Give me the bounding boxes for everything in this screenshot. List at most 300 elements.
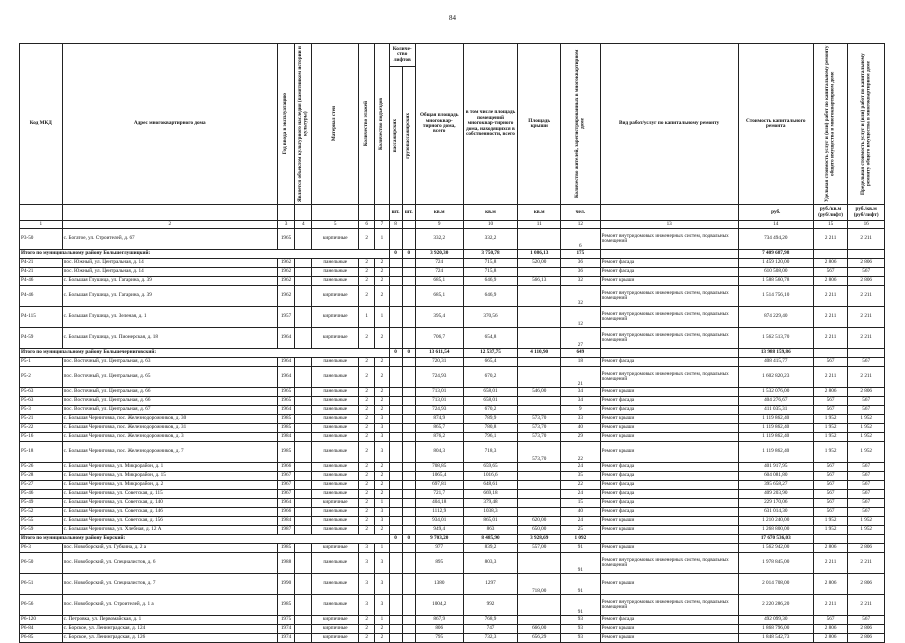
capital-repair-table [19, 43, 885, 643]
table-cell: 2 [375, 625, 389, 634]
table-cell: 2 806 [813, 634, 848, 643]
subtotal-cell: 0 [402, 535, 415, 544]
table-cell [402, 481, 415, 490]
subtotal-cell [600, 535, 738, 544]
table-row [20, 490, 885, 499]
table-cell [518, 463, 561, 472]
table-cell [389, 472, 402, 481]
table-cell [389, 517, 402, 526]
table-cell [389, 415, 402, 424]
table-cell: панельные [312, 442, 359, 463]
table-row [20, 517, 885, 526]
subtotal-cell: 0 [389, 250, 402, 259]
table-cell: 567 [848, 358, 885, 367]
table-cell: 1 [375, 307, 389, 328]
table-cell: 734 494,20 [738, 229, 813, 250]
table-cell: 1 952 [813, 517, 848, 526]
table-cell: 2 [375, 388, 389, 397]
column-number: 8 [389, 221, 402, 229]
table-cell: пос. Южный, ул. Центральная, д. 14 [62, 259, 277, 268]
table-cell: Ремонт крыши [600, 526, 738, 535]
table-cell: 2 [359, 433, 375, 442]
table-cell: 1016,6 [463, 472, 518, 481]
table-cell [389, 367, 402, 388]
table-row [20, 397, 885, 406]
table-cell: Ремонт фасада [600, 268, 738, 277]
table-row [20, 595, 885, 616]
table-cell [389, 397, 402, 406]
subtotal-cell: 17 670 536,03 [738, 535, 813, 544]
table-cell: 1 210 240,00 [738, 517, 813, 526]
table-cell: с. Большая Черниговка, пос. Железнодорожников, д. 31 [62, 424, 277, 433]
table-cell: панельные [312, 259, 359, 268]
table-cell: 567 [813, 508, 848, 517]
table-cell [402, 574, 415, 595]
table-cell: Р5-49 [20, 499, 63, 508]
table-cell: Р5-59 [20, 526, 63, 535]
table-cell: 567 [813, 481, 848, 490]
table-cell: 2 [359, 388, 375, 397]
table-row [20, 328, 885, 349]
table-cell [389, 544, 402, 553]
table-cell: 708,85 [415, 463, 463, 472]
table-cell: 229 170,06 [738, 499, 813, 508]
subtotal-cell [600, 250, 738, 259]
table-cell [389, 268, 402, 277]
table-cell: панельные [312, 406, 359, 415]
header-total-area: Общая площадь многоквар-тирного дома, всего [415, 44, 463, 205]
table-row [20, 625, 885, 634]
table-cell: пос. Новоборский, ул. Губкина, д. 2 а [62, 544, 277, 553]
table-cell: 610 508,00 [738, 268, 813, 277]
table-cell [402, 595, 415, 616]
table-cell: Ремонт крыши [600, 277, 738, 286]
table-cell: пос. Южный, ул. Центральная, д. 14 [62, 268, 277, 277]
table-cell: 796,1 [463, 433, 518, 442]
table-cell: с. Большая Черниговка, ул. Микрорайон, д. 1 [62, 463, 277, 472]
table-cell: 567 [848, 268, 885, 277]
table-cell: 1962 [277, 277, 294, 286]
table-cell: 1966 [277, 508, 294, 517]
table-cell: 865,7 [415, 424, 463, 433]
table-cell: 949,4 [415, 526, 463, 535]
table-cell: панельные [312, 388, 359, 397]
table-cell: 1 532 076,00 [738, 388, 813, 397]
column-number: 1 [20, 221, 63, 229]
table-cell: панельные [312, 424, 359, 433]
table-row [20, 499, 885, 508]
table-cell: 992 [463, 595, 518, 616]
subtotal-cell: 175 [561, 250, 601, 259]
table-row [20, 424, 885, 433]
table-cell [389, 526, 402, 535]
table-cell: 32 [561, 277, 601, 286]
table-cell: 3 [375, 595, 389, 616]
table-cell [402, 259, 415, 268]
table-cell: Р6-56 [20, 595, 63, 616]
table-cell: 1 562 513,70 [738, 328, 813, 349]
table-cell: с. Большая Черниговка, пос. Железнодорожников, д. 7 [62, 442, 277, 463]
table-cell: 2 [359, 508, 375, 517]
table-cell: пос. Новоборский, ул. Строителей, д. 1 а [62, 595, 277, 616]
column-number: 15 [813, 221, 848, 229]
table-cell: панельные [312, 517, 359, 526]
table-cell: 2 [375, 397, 389, 406]
subtotal-row [20, 250, 885, 259]
table-cell: 2 [375, 526, 389, 535]
table-cell: 1985 [277, 544, 294, 553]
table-cell: 12 [561, 307, 601, 328]
table-cell: 91 [561, 544, 601, 553]
table-cell: 1 848 542,73 [738, 634, 813, 643]
table-cell: 557,00 [518, 544, 561, 553]
table-cell: с. Большая Черниговка, пос. Железнодорожников, д. 3 [62, 433, 277, 442]
table-cell: 3 [375, 574, 389, 595]
table-cell: 1004,2 [415, 595, 463, 616]
page-number: 84 [449, 14, 456, 22]
table-cell [402, 616, 415, 625]
table-cell: 332,2 [415, 229, 463, 250]
table-cell: 2 [359, 277, 375, 286]
header-heritage: Является объектом культурного наследия (памятником истории и культуры) [296, 46, 309, 202]
table-cell: 631 014,30 [738, 508, 813, 517]
table-cell: Р5-21 [20, 415, 63, 424]
table-cell [389, 358, 402, 367]
table-cell: Ремонт внутридомовых инженерных систем, подвальных помещений [600, 328, 738, 349]
table-cell: 1 588 560,78 [738, 277, 813, 286]
header-lifts-pass: пассажирских [391, 118, 398, 153]
table-cell: 2 [375, 490, 389, 499]
table-cell: Ремонт фасада [600, 397, 738, 406]
table-cell: 3 [359, 595, 375, 616]
table-cell: Р6-84 [20, 625, 63, 634]
table-cell: 2 [375, 367, 389, 388]
table-cell: 1 119 862,40 [738, 442, 813, 463]
table-cell: панельные [312, 268, 359, 277]
table-cell [518, 553, 561, 574]
table-cell: 806 [415, 625, 463, 634]
table-cell: 2 211 [813, 286, 848, 307]
table-cell: 6 [561, 229, 601, 250]
table-cell: 1 952 [848, 433, 885, 442]
table-cell: панельные [312, 481, 359, 490]
table-cell [295, 472, 312, 481]
table-cell: с. Большая Черниговка, ул. Советская, д. 140 [62, 499, 277, 508]
table-cell: 795 [415, 634, 463, 643]
table-cell: 36 [561, 268, 601, 277]
table-cell: 3 [359, 574, 375, 595]
table-cell: 2 211 [848, 595, 885, 616]
subtotal-cell: 9 703,20 [415, 535, 463, 544]
table-cell: 492 099,30 [738, 616, 813, 625]
table-cell: 670,2 [463, 406, 518, 415]
subtotal-cell: 12 537,75 [463, 349, 518, 358]
table-cell: 567 [848, 472, 885, 481]
table-cell: 2 [375, 358, 389, 367]
table-cell [295, 574, 312, 595]
table-cell: 2 [359, 517, 375, 526]
table-cell [295, 424, 312, 433]
table-cell: Р5-18 [20, 442, 63, 463]
table-cell [402, 526, 415, 535]
table-cell: Ремонт фасада [600, 499, 738, 508]
table-cell: 91 [561, 553, 601, 574]
table-cell: 2 806 [813, 259, 848, 268]
table-cell: 567 [813, 397, 848, 406]
table-cell [402, 286, 415, 307]
table-cell [389, 406, 402, 415]
table-cell: 1967 [277, 481, 294, 490]
table-cell: Р6-120 [20, 616, 63, 625]
table-row [20, 358, 885, 367]
table-cell: 567 [813, 358, 848, 367]
table-cell: 1 952 [813, 442, 848, 463]
table-cell: 2 [359, 397, 375, 406]
table-cell: Р5-3 [20, 406, 63, 415]
table-cell: 2 [359, 472, 375, 481]
table-cell: 1990 [277, 574, 294, 595]
table-cell: 332,2 [463, 229, 518, 250]
table-cell: кирпичные [312, 307, 359, 328]
table-cell [389, 595, 402, 616]
table-cell: 567 [813, 406, 848, 415]
table-cell: 780,8 [463, 424, 518, 433]
table-cell: Ремонт фасада [600, 616, 738, 625]
table-cell [402, 442, 415, 463]
table-cell [295, 508, 312, 517]
table-cell: 379,48 [463, 499, 518, 508]
table-cell: 520,00 [518, 259, 561, 268]
table-cell: 2 211 [848, 286, 885, 307]
table-cell: Р5-55 [20, 517, 63, 526]
table-row [20, 574, 885, 595]
table-cell [402, 625, 415, 634]
table-cell [402, 544, 415, 553]
table-cell: 15 [561, 499, 601, 508]
table-cell: 1964 [277, 406, 294, 415]
table-cell: Ремонт фасада [600, 481, 738, 490]
table-cell [295, 553, 312, 574]
table-cell [389, 625, 402, 634]
table-cell: 1964 [277, 499, 294, 508]
table-row [20, 406, 885, 415]
subtotal-cell: 649 [561, 349, 601, 358]
table-cell: 567 [848, 499, 885, 508]
table-cell: Р5-27 [20, 481, 63, 490]
table-cell [389, 553, 402, 574]
table-cell: Р5-28 [20, 472, 63, 481]
table-cell [389, 388, 402, 397]
table-cell: 721,7 [415, 490, 463, 499]
table-cell: 567 [848, 490, 885, 499]
table-cell [402, 415, 415, 424]
table-cell: 2 211 [848, 367, 885, 388]
table-cell: с. Борское, ул. Ленинградская, д. 126 [62, 634, 277, 643]
table-cell: Р4-59 [20, 328, 63, 349]
table-cell: 685,1 [415, 286, 463, 307]
table-cell: 40 [561, 424, 601, 433]
table-cell [402, 268, 415, 277]
table-cell [295, 490, 312, 499]
table-cell: 1 952 [813, 526, 848, 535]
table-cell [402, 277, 415, 286]
table-cell: 1 952 [848, 517, 885, 526]
table-cell: 2 [375, 406, 389, 415]
table-cell: 2 [359, 625, 375, 634]
table-row [20, 388, 885, 397]
table-cell [518, 397, 561, 406]
table-cell: 1985 [277, 595, 294, 616]
table-cell: 1988 [277, 553, 294, 574]
table-cell: панельные [312, 526, 359, 535]
table-cell: 1038,3 [463, 508, 518, 517]
table-cell [295, 397, 312, 406]
table-cell [389, 307, 402, 328]
table-row [20, 433, 885, 442]
table-cell: 2 [359, 367, 375, 388]
table-cell: кирпичные [312, 229, 359, 250]
table-cell [295, 616, 312, 625]
table-cell: 863 [463, 526, 518, 535]
table-cell: пос. Восточный, ул. Центральная, д. 66 [62, 388, 277, 397]
table-cell: 370,56 [463, 307, 518, 328]
table-cell: 1964 [277, 328, 294, 349]
table-cell: 2 [359, 490, 375, 499]
table-cell: 977 [415, 544, 463, 553]
subtotal-cell [848, 535, 885, 544]
header-floors: Количество этажей [362, 101, 369, 147]
table-cell: 648,61 [463, 481, 518, 490]
table-cell: Р5-63 [20, 388, 63, 397]
table-cell: 706,7 [415, 328, 463, 349]
table-cell: 1985 [277, 415, 294, 424]
table-cell: Ремонт внутридомовых инженерных систем, подвальных помещений [600, 286, 738, 307]
table-cell: с. Петровка, ул. Первомайская, д. 1 [62, 616, 277, 625]
unit-lifts-cargo: шт. [402, 205, 415, 221]
table-row [20, 442, 885, 463]
table-cell: 2 [359, 499, 375, 508]
table-cell: панельные [312, 397, 359, 406]
table-cell: 1 [375, 229, 389, 250]
table-cell: 408 415,77 [738, 358, 813, 367]
table-cell: 2 806 [848, 574, 885, 595]
table-cell: с. Большая Глушица, ул. Гагарина, д. 39 [62, 286, 277, 307]
table-cell: 895 [415, 553, 463, 574]
table-cell: 567 [848, 616, 885, 625]
table-cell: 718,00 [518, 574, 561, 595]
table-cell: 620,00 [518, 517, 561, 526]
table-cell: 1965 [277, 229, 294, 250]
table-cell: 93 [561, 616, 601, 625]
table-cell: 2 211 [813, 595, 848, 616]
column-number: 14 [738, 221, 813, 229]
table-cell [402, 634, 415, 643]
table-cell: 650,00 [518, 526, 561, 535]
table-cell [518, 406, 561, 415]
table-cell: 22 [561, 442, 601, 463]
table-row [20, 616, 885, 625]
table-cell: панельные [312, 415, 359, 424]
table-cell: 91 [561, 574, 601, 595]
table-cell: Ремонт фасада [600, 259, 738, 268]
table-cell: 874,9 [415, 415, 463, 424]
table-cell: 2 220 286,20 [738, 595, 813, 616]
table-cell: 724,93 [415, 367, 463, 388]
table-cell: 1 [375, 499, 389, 508]
table-cell: 567 [813, 472, 848, 481]
table-cell [402, 490, 415, 499]
table-row [20, 472, 885, 481]
table-cell [295, 463, 312, 472]
table-cell: с. Богатое, ул. Строителей, д. 67 [62, 229, 277, 250]
table-cell: Р6-50 [20, 553, 63, 574]
table-cell: Р6-85 [20, 634, 63, 643]
table-cell: 1 952 [848, 424, 885, 433]
table-cell: 1957 [277, 307, 294, 328]
table-cell: Ремонт фасада [600, 508, 738, 517]
table-cell: 2 [375, 481, 389, 490]
table-cell: Ремонт фасада [600, 358, 738, 367]
table-cell: 715,8 [463, 268, 518, 277]
table-cell: панельные [312, 490, 359, 499]
table-cell: с. Большая Черниговка, пос. Железнодорожников, д. 30 [62, 415, 277, 424]
table-cell: 670,2 [463, 367, 518, 388]
table-cell: 747 [463, 625, 518, 634]
table-cell: 567 [813, 616, 848, 625]
subtotal-cell: 0 [389, 349, 402, 358]
table-cell: Р5-16 [20, 433, 63, 442]
table-cell: 40 [561, 508, 601, 517]
table-cell: 3 [375, 442, 389, 463]
table-cell: панельные [312, 277, 359, 286]
table-cell [389, 259, 402, 268]
table-cell [389, 490, 402, 499]
table-cell [389, 574, 402, 595]
table-cell: Ремонт фасада [600, 472, 738, 481]
table-cell [402, 307, 415, 328]
table-cell: 2 211 [813, 307, 848, 328]
subtotal-cell: 3 920,30 [415, 250, 463, 259]
table-cell [518, 472, 561, 481]
table-row [20, 307, 885, 328]
table-cell: 654,8 [463, 328, 518, 349]
table-cell [389, 229, 402, 250]
table-cell: 646,9 [463, 277, 518, 286]
table-cell: 2 [375, 268, 389, 277]
table-cell: 1987 [277, 526, 294, 535]
table-cell [295, 595, 312, 616]
table-row [20, 277, 885, 286]
table-cell: 839,2 [463, 544, 518, 553]
table-cell: 659,65 [463, 463, 518, 472]
table-cell: 1962 [277, 286, 294, 307]
table-cell [402, 397, 415, 406]
table-cell: 1962 [277, 259, 294, 268]
unit-max-cost: руб./кв.м (руб/лифт) [848, 205, 885, 221]
table-row [20, 286, 885, 307]
table-cell: 2 [375, 463, 389, 472]
table-cell: 1 602 820,23 [738, 367, 813, 388]
table-cell: 3 [359, 544, 375, 553]
table-cell [402, 508, 415, 517]
table-cell [518, 268, 561, 277]
header-unit-cost: Удельная стоимость услуг и (или) работ по капитальному ремонту общего имущества в многоквартирном доме [824, 45, 836, 203]
table-cell: 604 081,80 [738, 472, 813, 481]
table-cell [389, 508, 402, 517]
table-cell [295, 625, 312, 634]
table-cell: 1975 [277, 616, 294, 625]
table-cell: Р4-46 [20, 277, 63, 286]
